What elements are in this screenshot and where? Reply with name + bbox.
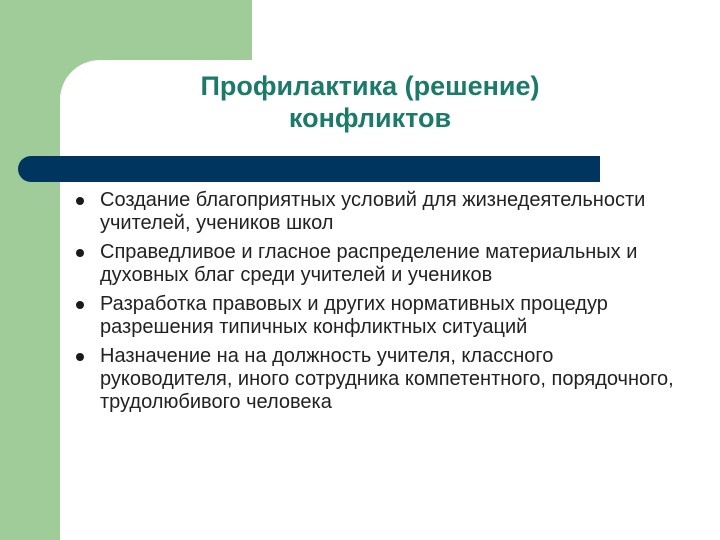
bullet-item-1 xyxy=(74,189,674,235)
slide-title xyxy=(60,70,680,134)
title-divider-bar xyxy=(18,156,600,182)
bullet-dot-icon xyxy=(76,197,84,205)
bullet-text: Разработка правовых и других нормативных процедур разрешения типичных конфликтных ситуаций xyxy=(100,293,608,338)
bullet-item-3 xyxy=(74,293,674,339)
slide-title-line-1: Профилактика (решение) xyxy=(200,71,540,101)
bullet-dot-icon xyxy=(76,301,84,309)
bullet-item-2 xyxy=(74,241,674,287)
bullet-dot-icon xyxy=(76,249,84,257)
bullet-text: Создание благоприятных условий для жизнедеятельности учителей, учеников школ xyxy=(100,189,646,234)
bullet-list xyxy=(74,189,674,420)
bullet-text: Назначение на на должность учителя, классного руководителя, иного сотрудника компетентного, порядочного, трудолюбивого человека xyxy=(100,345,674,413)
bullet-dot-icon xyxy=(76,353,84,361)
bullet-item-4 xyxy=(74,345,674,414)
slide-title-line-2: конфликтов xyxy=(288,103,452,133)
bullet-text: Справедливое и гласное распределение материальных и духовных благ среди учителей и учеников xyxy=(100,241,638,286)
